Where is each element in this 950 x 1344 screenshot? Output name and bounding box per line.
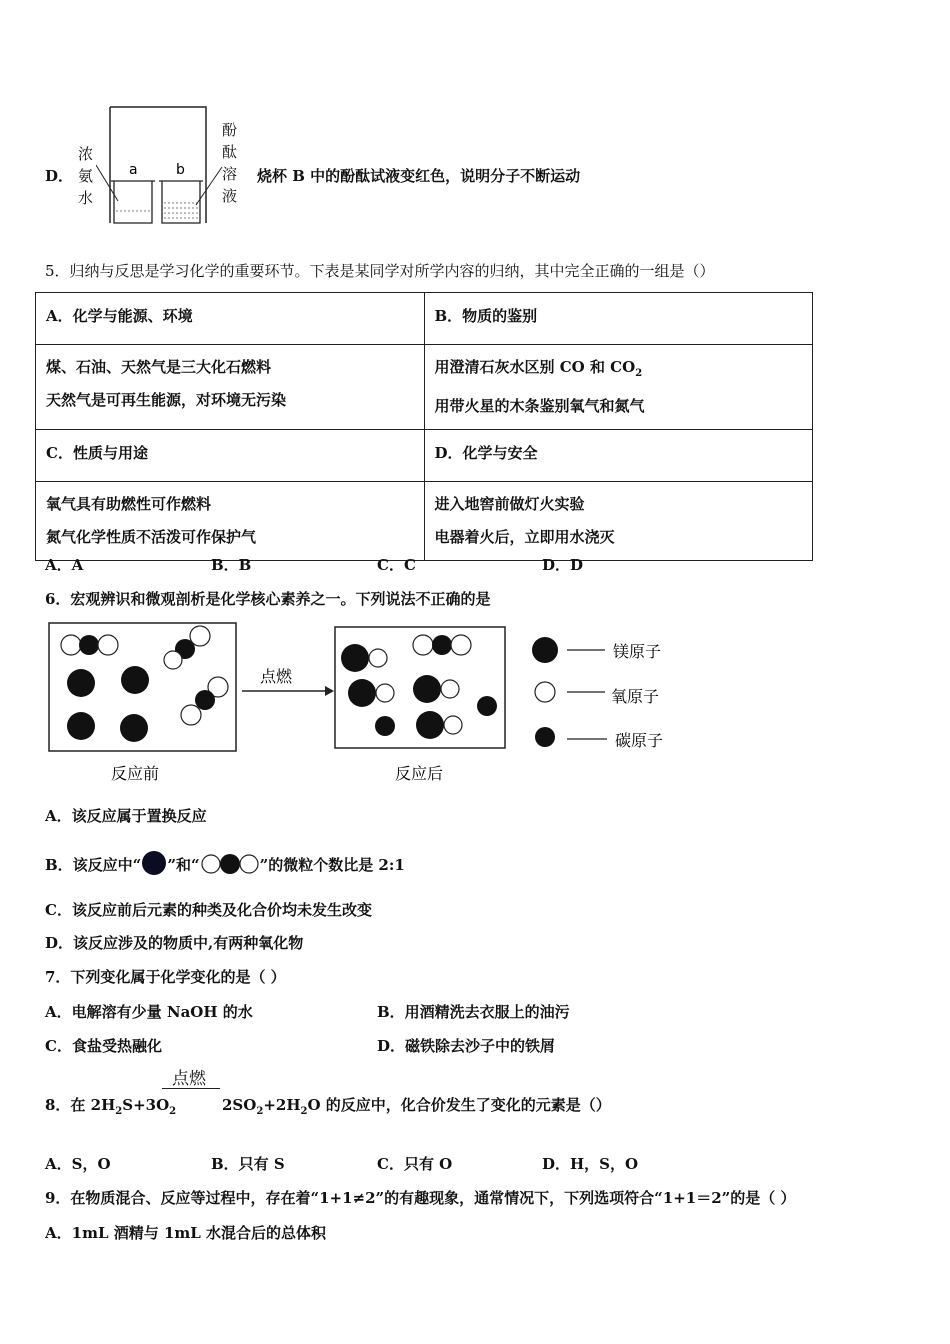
mg-atom-icon	[141, 851, 167, 877]
q5-option-d: D．D	[542, 556, 584, 574]
q8-option-c: C．只有 O	[377, 1155, 453, 1173]
co2-molecule	[413, 635, 471, 655]
legend-o-label: 氧原子	[611, 687, 660, 706]
q8-option-a: A．S，O	[45, 1155, 111, 1173]
co2-molecule	[181, 677, 228, 725]
beaker-a-label: a	[129, 162, 138, 178]
q7-option-b: B．用酒精洗去衣服上的油污	[377, 1003, 570, 1021]
arrow-label: 点燃	[260, 667, 293, 686]
q7-stem: 7．下列变化属于化学变化的是（ ）	[45, 968, 286, 986]
co2-molecule	[61, 635, 118, 655]
mg-atom	[120, 714, 148, 742]
q9-stem: 9．在物质混合、反应等过程中，存在着“1+1≠2”的有趣现象，通常情况下，下列选项符合“1+1＝2”的是（ ）	[45, 1189, 796, 1207]
q9-option-a: A．1mL 酒精与 1mL 水混合后的总体积	[45, 1224, 327, 1242]
q6-option-b: B．该反应中“ ”和“ ”的微粒个数比是 2:1	[45, 851, 405, 877]
q5-cell-d-body: 进入地窖前做灯火实验 电器着火后，立即用水浇灭	[424, 482, 813, 561]
mgo-molecule	[341, 644, 387, 672]
q7-option-d: D．磁铁除去沙子中的铁屑	[377, 1037, 556, 1055]
q8-condition-label: 点燃	[172, 1069, 206, 1089]
q6-option-c: C．该反应前后元素的种类及化合价均未发生改变	[45, 901, 372, 919]
q5-table	[35, 292, 813, 561]
mgo-molecule	[413, 675, 459, 703]
q5-cell-a-body: 煤、石油、天然气是三大化石燃料 天然气是可再生能源，对环境无污染	[36, 345, 425, 430]
q4-option-d-label: D．	[45, 167, 74, 185]
q6-stem: 6．宏观辨识和微观剖析是化学核心素养之一。下列说法不正确的是	[45, 590, 491, 608]
mg-atom	[67, 669, 95, 697]
q5-stem: 5．归纳与反思是学习化学的重要环节。下表是某同学对所学内容的归纳，其中完全正确的一组是（）	[45, 262, 715, 280]
q8-option-b: B．只有 S	[211, 1155, 285, 1173]
legend-mg-label: 镁原子	[613, 642, 662, 661]
q4-option-d-text: 烧杯 B 中的酚酞试液变红色，说明分子不断运动	[257, 167, 581, 185]
q4-apparatus-figure	[96, 105, 226, 230]
q5-cell-a-head: A．化学与能源、环境	[36, 293, 425, 345]
q5-option-b: B．B	[211, 556, 252, 574]
q5-cell-b-body: 用澄清石灰水区别 CO 和 $CO_2$ 用带火星的木条鉴别氧气和氮气	[424, 345, 813, 430]
c-atom	[477, 696, 497, 716]
q8-reaction-line	[162, 1088, 220, 1089]
q4-figure-right-label: 酚 酞 溶 液	[222, 121, 238, 205]
q5-cell-c-body: 氧气具有助燃性可作燃料 氮气化学性质不活泼可作保护气	[36, 482, 425, 561]
q5-cell-b-head: B．物质的鉴别	[424, 293, 813, 345]
q8-option-d: D．H，S，O	[542, 1155, 639, 1173]
after-label: 反应后	[395, 764, 444, 783]
c-atom	[375, 716, 395, 736]
legend-c-symbol	[535, 727, 555, 747]
q8-stem-reactants: 8．在 $2H_2S+3O_2$	[45, 1096, 177, 1117]
beaker-b-label: b	[176, 162, 185, 178]
q8-stem-products: $2SO_2+2H_2O$ 的反应中，化合价发生了变化的元素是（）	[222, 1096, 611, 1117]
co2-molecule-icon	[200, 852, 260, 876]
legend-o-symbol	[535, 682, 555, 702]
q5-cell-d-head: D．化学与安全	[424, 430, 813, 482]
mgo-molecule	[348, 679, 394, 707]
legend-c-label: 碳原子	[615, 731, 664, 750]
mg-atom	[67, 712, 95, 740]
q6-option-d: D．该反应涉及的物质中,有两种氧化物	[45, 934, 304, 952]
mgo-molecule	[416, 711, 462, 739]
q5-cell-c-head: C．性质与用途	[36, 430, 425, 482]
q7-option-c: C．食盐受热融化	[45, 1037, 162, 1055]
mg-atom	[121, 666, 149, 694]
legend-mg-symbol	[532, 637, 558, 663]
q7-option-a: A．电解溶有少量 NaOH 的水	[45, 1003, 253, 1021]
q6-reaction-diagram	[45, 620, 685, 790]
q5-option-c: C．C	[377, 556, 416, 574]
q4-figure-left-label: 浓 氨 水	[78, 145, 94, 207]
co2-molecule	[164, 626, 210, 669]
q6-option-a: A．该反应属于置换反应	[45, 807, 207, 825]
before-label: 反应前	[111, 764, 160, 783]
q5-option-a: A．A	[45, 556, 84, 574]
